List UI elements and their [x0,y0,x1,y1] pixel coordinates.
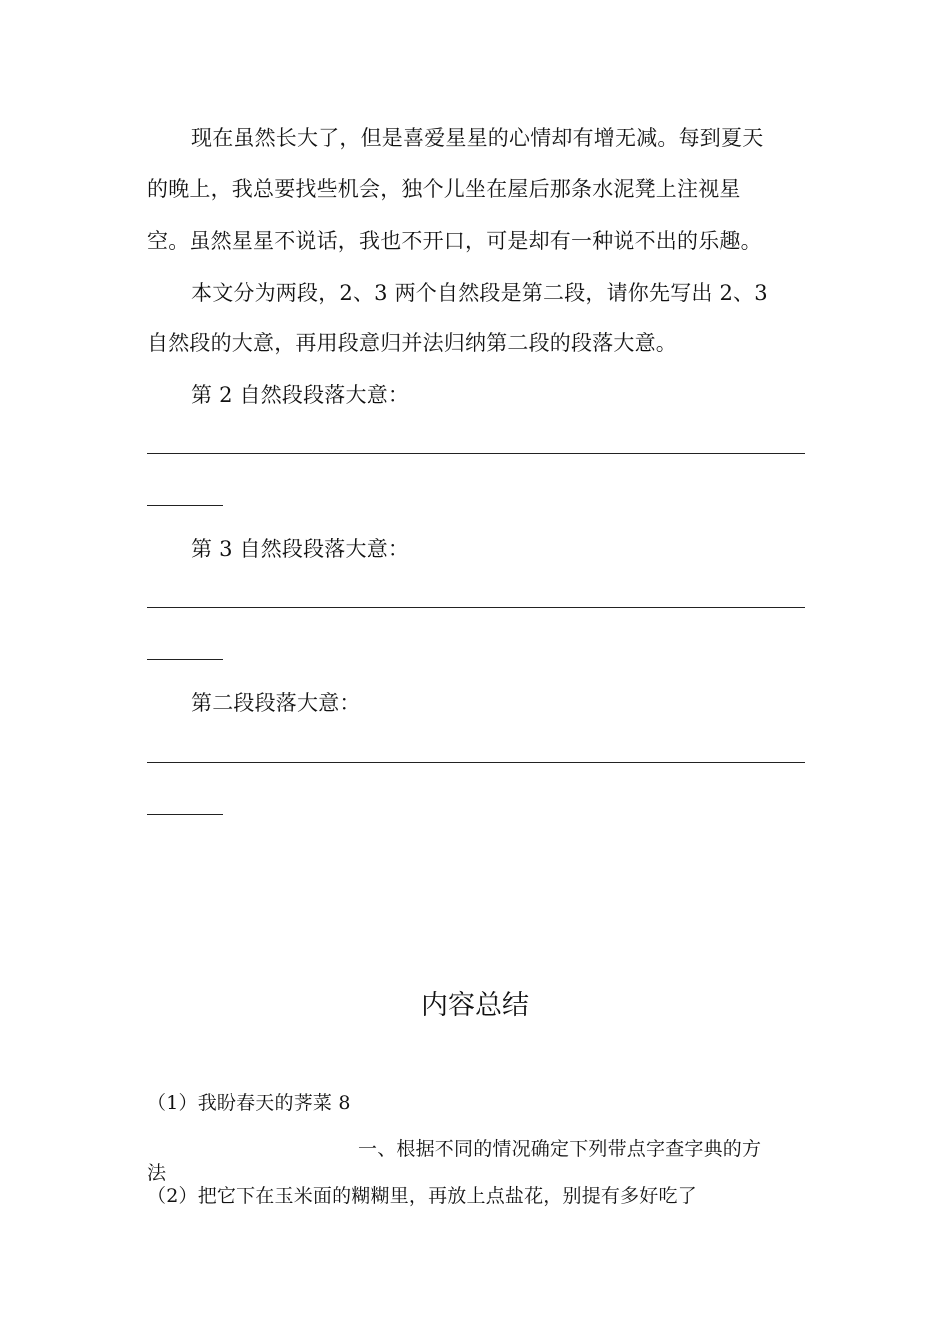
answer-blank-line[interactable] [147,453,805,454]
summary-item-3: （2）把它下在玉米面的糊糊里，再放上点盐花，别提有多好吃了 [147,1185,697,1207]
answer-blank-line-short[interactable] [147,659,223,660]
answer-label-para-2: 第 2 自然段段落大意： [191,383,410,407]
answer-blank-line-short[interactable] [147,814,223,815]
summary-item-2-line-2: 法 [147,1162,167,1184]
answer-blank-line-short[interactable] [147,505,223,506]
question-line-1: 本文分为两段，2、3 两个自然段是第二段，请你先写出 2、3 [191,281,768,305]
answer-blank-line[interactable] [147,762,805,763]
passage-line-3: 空。虽然星星不说话，我也不开口，可是却有一种说不出的乐趣。 [147,229,762,253]
answer-label-para-3: 第 3 自然段段落大意： [191,537,410,561]
summary-item-2-line-1: 一、根据不同的情况确定下列带点字查字典的方 [358,1138,762,1160]
summary-heading: 内容总结 [421,990,529,1021]
summary-item-1: （1）我盼春天的荠菜 8 [147,1092,351,1114]
passage-line-2: 的晚上，我总要找些机会，独个儿坐在屋后那条水泥凳上注视星 [147,177,741,201]
answer-blank-line[interactable] [147,607,805,608]
passage-line-1: 现在虽然长大了，但是喜爱星星的心情却有增无减。每到夏天 [191,126,764,150]
answer-label-section-2: 第二段段落大意： [191,691,361,715]
question-line-2: 自然段的大意，再用段意归并法归纳第二段的段落大意。 [147,331,677,355]
